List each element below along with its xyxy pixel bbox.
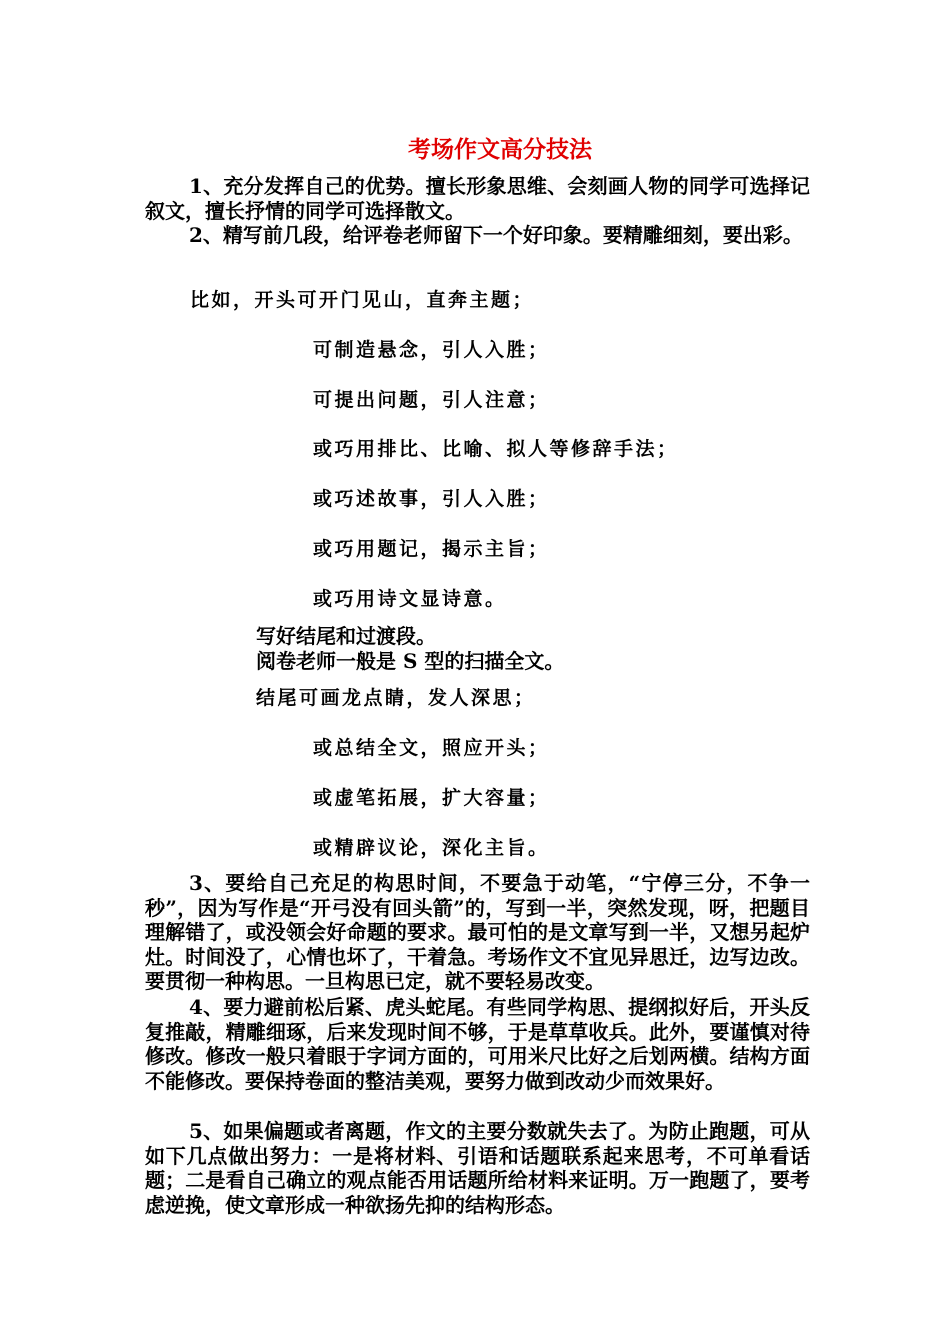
ending-item: 或精辟议论，深化主旨。 (313, 837, 550, 859)
paragraph-3: 3、要给自己充足的构思时间，不要急于动笔，“宁停三分，不争一秒”，因为写作是“开弓没有回头箭”的，写到一半，突然发现，呀，把题目理解错了，或没领会好命题的要求。最可怕的是文章写到一半，又想另起炉灶。时间没了，心情也坏了，干着急。考场作文不宜见异思迁，边写边改。要贯彻一种构思。一旦构思已定，就不要轻易改变。 (145, 871, 810, 993)
opening-item: 或巧述故事，引人入胜； (313, 488, 550, 510)
paragraph-5: 5、如果偏题或者离题，作文的主要分数就失去了。为防止跑题，可从如下几点做出努力：一是将材料、引语和话题联系起来思考，不可单看话题；二是看自己确立的观点能否用话题所给材料来证明。万一跑题了，要考虑逆挽，使文章形成一种欲扬先抑的结构形态。 (145, 1119, 810, 1217)
paragraph-1: 1、充分发挥自己的优势。擅长形象思维、会刻画人物的同学可选择记叙文，擅长抒情的同学可选择散文。 (145, 174, 810, 223)
ending-item: 或总结全文，照应开头； (313, 737, 550, 759)
paragraph-2: 2、精写前几段，给评卷老师留下一个好印象。要精雕细刻，要出彩。 (189, 223, 803, 247)
paragraph-4: 4、要力避前松后紧、虎头蛇尾。有些同学构思、提纲拟好后，开头反复推敲，精雕细琢，后来发现时间不够，于是草草收兵。此外，要谨慎对待修改。修改一般只着眼于字词方面的，可用米尺比好之后划两横。结构方面不能修改。要保持卷面的整洁美观，要努力做到改动少而效果好。 (145, 995, 810, 1093)
document-title: 考场作文高分技法 (408, 136, 592, 163)
endings-intro: 结尾可画龙点睛，发人深思； (256, 687, 536, 709)
ending-line-1: 写好结尾和过渡段。 (256, 624, 436, 648)
opening-item: 可提出问题，引人注意； (313, 389, 550, 411)
opening-item: 或巧用诗文显诗意。 (313, 588, 507, 610)
ending-item: 或虚笔拓展，扩大容量； (313, 787, 550, 809)
openings-intro: 比如，开头可开门见山，直奔主题； (190, 289, 535, 311)
ending-line-2: 阅卷老师一般是 S 型的扫描全文。 (256, 649, 565, 673)
opening-item: 或巧用排比、比喻、拟人等修辞手法； (313, 438, 679, 460)
opening-item: 可制造悬念，引人入胜； (313, 339, 550, 361)
opening-item: 或巧用题记，揭示主旨； (313, 538, 550, 560)
